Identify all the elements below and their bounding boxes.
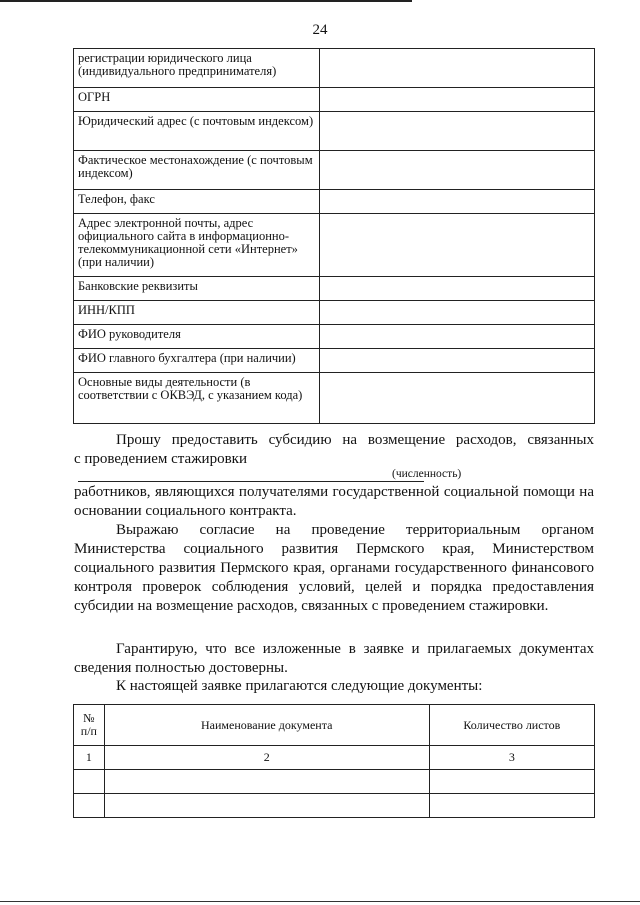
row-value-director[interactable]: [319, 325, 594, 349]
empty-cell[interactable]: [74, 770, 105, 794]
row-value-legal-address[interactable]: [319, 112, 594, 151]
row-label-legal-address: Юридический адрес (с почтовым индексом): [74, 112, 320, 151]
table-row: [74, 349, 595, 373]
row-value-chief-accountant[interactable]: [319, 349, 594, 373]
row-value-email-website[interactable]: [319, 214, 594, 277]
headcount-caption: (численность): [392, 468, 462, 480]
documents-table: [73, 704, 595, 818]
row-label-bank-details: Банковские реквизиты: [74, 277, 320, 301]
table-row: [74, 88, 595, 112]
row-value-bank-details[interactable]: [319, 277, 594, 301]
table-row: [74, 770, 595, 794]
index-cell-2: 2: [104, 746, 429, 770]
page-number: 24: [312, 22, 328, 38]
table-row: [74, 746, 595, 770]
applicant-info-table: [73, 48, 595, 424]
empty-cell[interactable]: [74, 794, 105, 818]
table-row: [74, 301, 595, 325]
row-label-activities: Основные виды деятельности (в соответствии с ОКВЭД, с указанием кода): [74, 373, 320, 424]
row-label-ogrn: ОГРН: [74, 88, 320, 112]
table-row: [74, 151, 595, 190]
attachments-intro: К настоящей заявке прилагаются следующие документы:: [116, 678, 483, 694]
row-value-actual-location[interactable]: [319, 151, 594, 190]
row-label-actual-location: Фактическое местонахождение (с почтовым индексом): [74, 151, 320, 190]
request-line-2-text: с проведением стажировки: [74, 451, 247, 467]
row-label-registration: регистрации юридического лица (индивидуального предпринимателя): [74, 49, 320, 88]
guarantee-paragraph: Гарантирую, что все изложенные в заявке и прилагаемых документах сведения полностью достоверны.: [74, 641, 594, 676]
empty-cell[interactable]: [104, 794, 429, 818]
header-document-name: Наименование документа: [104, 705, 429, 746]
table-row: [74, 49, 595, 88]
top-rule: [0, 0, 412, 2]
empty-cell[interactable]: [429, 794, 594, 818]
row-label-inn-kpp: ИНН/КПП: [74, 301, 320, 325]
table-row: [74, 794, 595, 818]
row-value-phone-fax[interactable]: [319, 190, 594, 214]
bottom-rule: [0, 901, 640, 902]
table-row: [74, 112, 595, 151]
headcount-field[interactable]: [78, 469, 424, 482]
request-line-1: Прошу предоставить субсидию на возмещение расходов, связанных: [116, 432, 594, 448]
row-value-activities[interactable]: [319, 373, 594, 424]
empty-cell[interactable]: [104, 770, 429, 794]
index-cell-1: 1: [74, 746, 105, 770]
table-row: [74, 325, 595, 349]
header-page-count: Количество листов: [429, 705, 594, 746]
row-label-email-website: Адрес электронной почты, адрес официального сайта в информационно-телекоммуникационной сети «Интернет» (при наличии): [74, 214, 320, 277]
header-number: № п/п: [74, 705, 105, 746]
empty-cell[interactable]: [429, 770, 594, 794]
row-value-inn-kpp[interactable]: [319, 301, 594, 325]
row-label-chief-accountant: ФИО главного бухгалтера (при наличии): [74, 349, 320, 373]
table-row: [74, 277, 595, 301]
table-row: [74, 190, 595, 214]
index-cell-3: 3: [429, 746, 594, 770]
row-value-registration[interactable]: [319, 49, 594, 88]
row-label-phone-fax: Телефон, факс: [74, 190, 320, 214]
table-row: [74, 214, 595, 277]
table-header-row: [74, 705, 595, 746]
row-value-ogrn[interactable]: [319, 88, 594, 112]
table-row: [74, 373, 595, 424]
row-label-director: ФИО руководителя: [74, 325, 320, 349]
request-continuation: работников, являющихся получателями государственной социальной помощи на основании социального контракта.: [74, 484, 594, 519]
consent-paragraph: Выражаю согласие на проведение территориальным органом Министерства социального развития Пермского края, Министерством социального развития Пермского края, органами государственного финансового контроля проверок соблюдения условий, целей и порядка предоставления субсидии на возмещение расходов, связанных с проведением стажировки.: [74, 522, 594, 614]
